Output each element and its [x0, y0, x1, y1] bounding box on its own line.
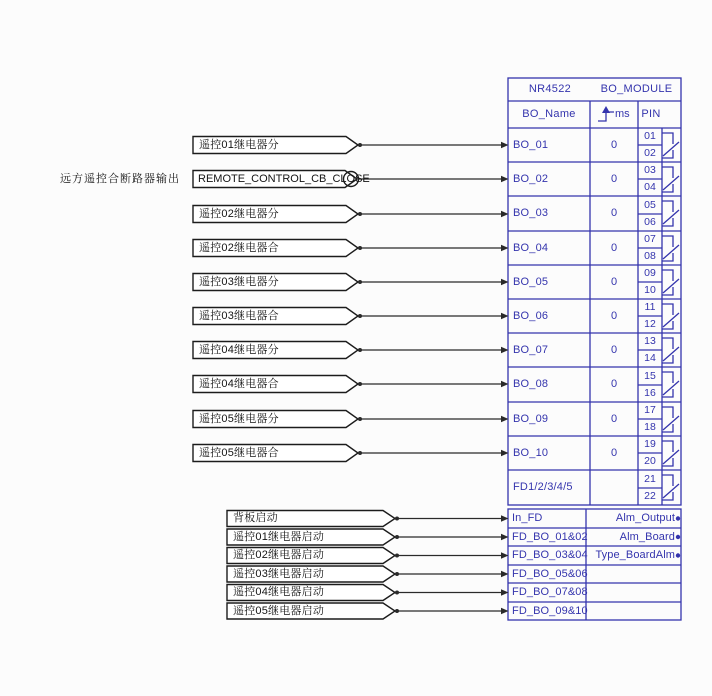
- fd-name-cell: FD_BO_03&04: [512, 549, 588, 561]
- ms-value-cell[interactable]: 0: [610, 447, 618, 459]
- pin-number: 02: [644, 147, 656, 159]
- module-model: NR4522: [528, 83, 572, 95]
- alarm-output-cell: Alm_Output: [615, 512, 675, 524]
- start-tag-label[interactable]: 遥控04继电器启动: [233, 586, 325, 598]
- output-node-icons: [676, 516, 680, 557]
- input-tag-label[interactable]: 遥控03继电器分: [199, 276, 279, 288]
- pin-number: 05: [644, 199, 656, 211]
- pin-number: 15: [644, 370, 656, 382]
- bo-name-cell: BO_03: [513, 207, 549, 219]
- bo-name-cell: FD1/2/3/4/5: [513, 481, 573, 493]
- start-tag-label[interactable]: 遥控03继电器启动: [233, 568, 325, 580]
- bo-name-cell: BO_05: [513, 276, 549, 288]
- col-ms: ms: [615, 108, 630, 120]
- bo-name-cell: BO_10: [513, 447, 549, 459]
- pin-number: 22: [644, 490, 656, 502]
- ms-value-cell[interactable]: 0: [610, 413, 618, 425]
- pin-number: 11: [644, 301, 656, 313]
- bo-name-cell: BO_08: [513, 378, 549, 390]
- bo-name-cell: BO_04: [513, 242, 549, 254]
- fd-name-cell: FD_BO_07&08: [512, 586, 588, 598]
- start-tag-label[interactable]: 遥控01继电器启动: [233, 531, 325, 543]
- start-tag-label[interactable]: 背板启动: [233, 512, 278, 524]
- pin-number: 13: [644, 335, 656, 347]
- ms-value-cell[interactable]: 0: [610, 207, 618, 219]
- input-tag-label[interactable]: 遥控04继电器分: [199, 344, 279, 356]
- alarm-output-cell: Alm_Board: [619, 531, 675, 543]
- pin-number: 12: [644, 318, 656, 330]
- ms-value-cell[interactable]: 0: [610, 378, 618, 390]
- input-tag-label[interactable]: 遥控02继电器分: [199, 208, 279, 220]
- side-label: 远方遥控合断路器输出: [60, 173, 180, 185]
- alarm-output-cell: [590, 565, 675, 583]
- bo-name-cell: BO_02: [513, 173, 549, 185]
- remote-control-tag-label[interactable]: REMOTE_CONTROL_CB_CLOSE: [198, 173, 370, 185]
- col-pin: PIN: [641, 108, 661, 120]
- bo-name-cell: BO_06: [513, 310, 549, 322]
- pin-number: 14: [644, 352, 656, 364]
- input-tag-label[interactable]: 遥控05继电器分: [199, 413, 279, 425]
- ms-value-cell[interactable]: 0: [610, 344, 618, 356]
- pin-number: 20: [644, 455, 656, 467]
- alarm-output-cell: Type_BoardAlm: [595, 549, 675, 561]
- relay-contact-icons: [662, 133, 679, 500]
- ms-value-cell[interactable]: 0: [610, 276, 618, 288]
- ms-value-cell[interactable]: 0: [610, 173, 618, 185]
- pin-number: 06: [644, 216, 656, 228]
- input-tag-label[interactable]: 遥控03继电器合: [199, 310, 279, 322]
- rising-edge-icon: [598, 106, 614, 121]
- input-tag-label[interactable]: 遥控04继电器合: [199, 378, 279, 390]
- bo-name-cell: BO_01: [513, 139, 549, 151]
- fd-name-cell: FD_BO_05&06: [512, 568, 588, 580]
- bo-name-cell: BO_07: [513, 344, 549, 356]
- ms-value-cell[interactable]: [590, 470, 638, 505]
- pin-number: 04: [644, 181, 656, 193]
- pin-number: 09: [644, 267, 656, 279]
- col-bo-name: BO_Name: [522, 108, 576, 120]
- start-tag-label[interactable]: 遥控05继电器启动: [233, 605, 325, 617]
- module-type: BO_MODULE: [600, 83, 673, 95]
- alarm-output-cell: [590, 602, 675, 620]
- start-tag-label[interactable]: 遥控02继电器启动: [233, 549, 325, 561]
- input-tag-label[interactable]: 遥控01继电器分: [199, 139, 279, 151]
- input-tag-label[interactable]: 遥控05继电器合: [199, 447, 279, 459]
- fd-name-cell: FD_BO_01&02: [512, 531, 588, 543]
- pin-number: 18: [644, 421, 656, 433]
- fd-name-cell: In_FD: [512, 512, 543, 524]
- ms-value-cell[interactable]: 0: [610, 310, 618, 322]
- pin-number: 17: [644, 404, 656, 416]
- pin-number: 10: [644, 284, 656, 296]
- pin-number: 07: [644, 233, 656, 245]
- pin-number: 01: [644, 130, 656, 142]
- ms-value-cell[interactable]: 0: [610, 139, 618, 151]
- fd-name-cell: FD_BO_09&10: [512, 605, 588, 617]
- input-tag-label[interactable]: 遥控02继电器合: [199, 242, 279, 254]
- pin-number: 19: [644, 438, 656, 450]
- pin-number: 03: [644, 164, 656, 176]
- alarm-output-cell: [590, 583, 675, 602]
- pin-number: 21: [644, 473, 656, 485]
- pin-number: 08: [644, 250, 656, 262]
- pin-number: 16: [644, 387, 656, 399]
- bo-name-cell: BO_09: [513, 413, 549, 425]
- ms-value-cell[interactable]: 0: [610, 242, 618, 254]
